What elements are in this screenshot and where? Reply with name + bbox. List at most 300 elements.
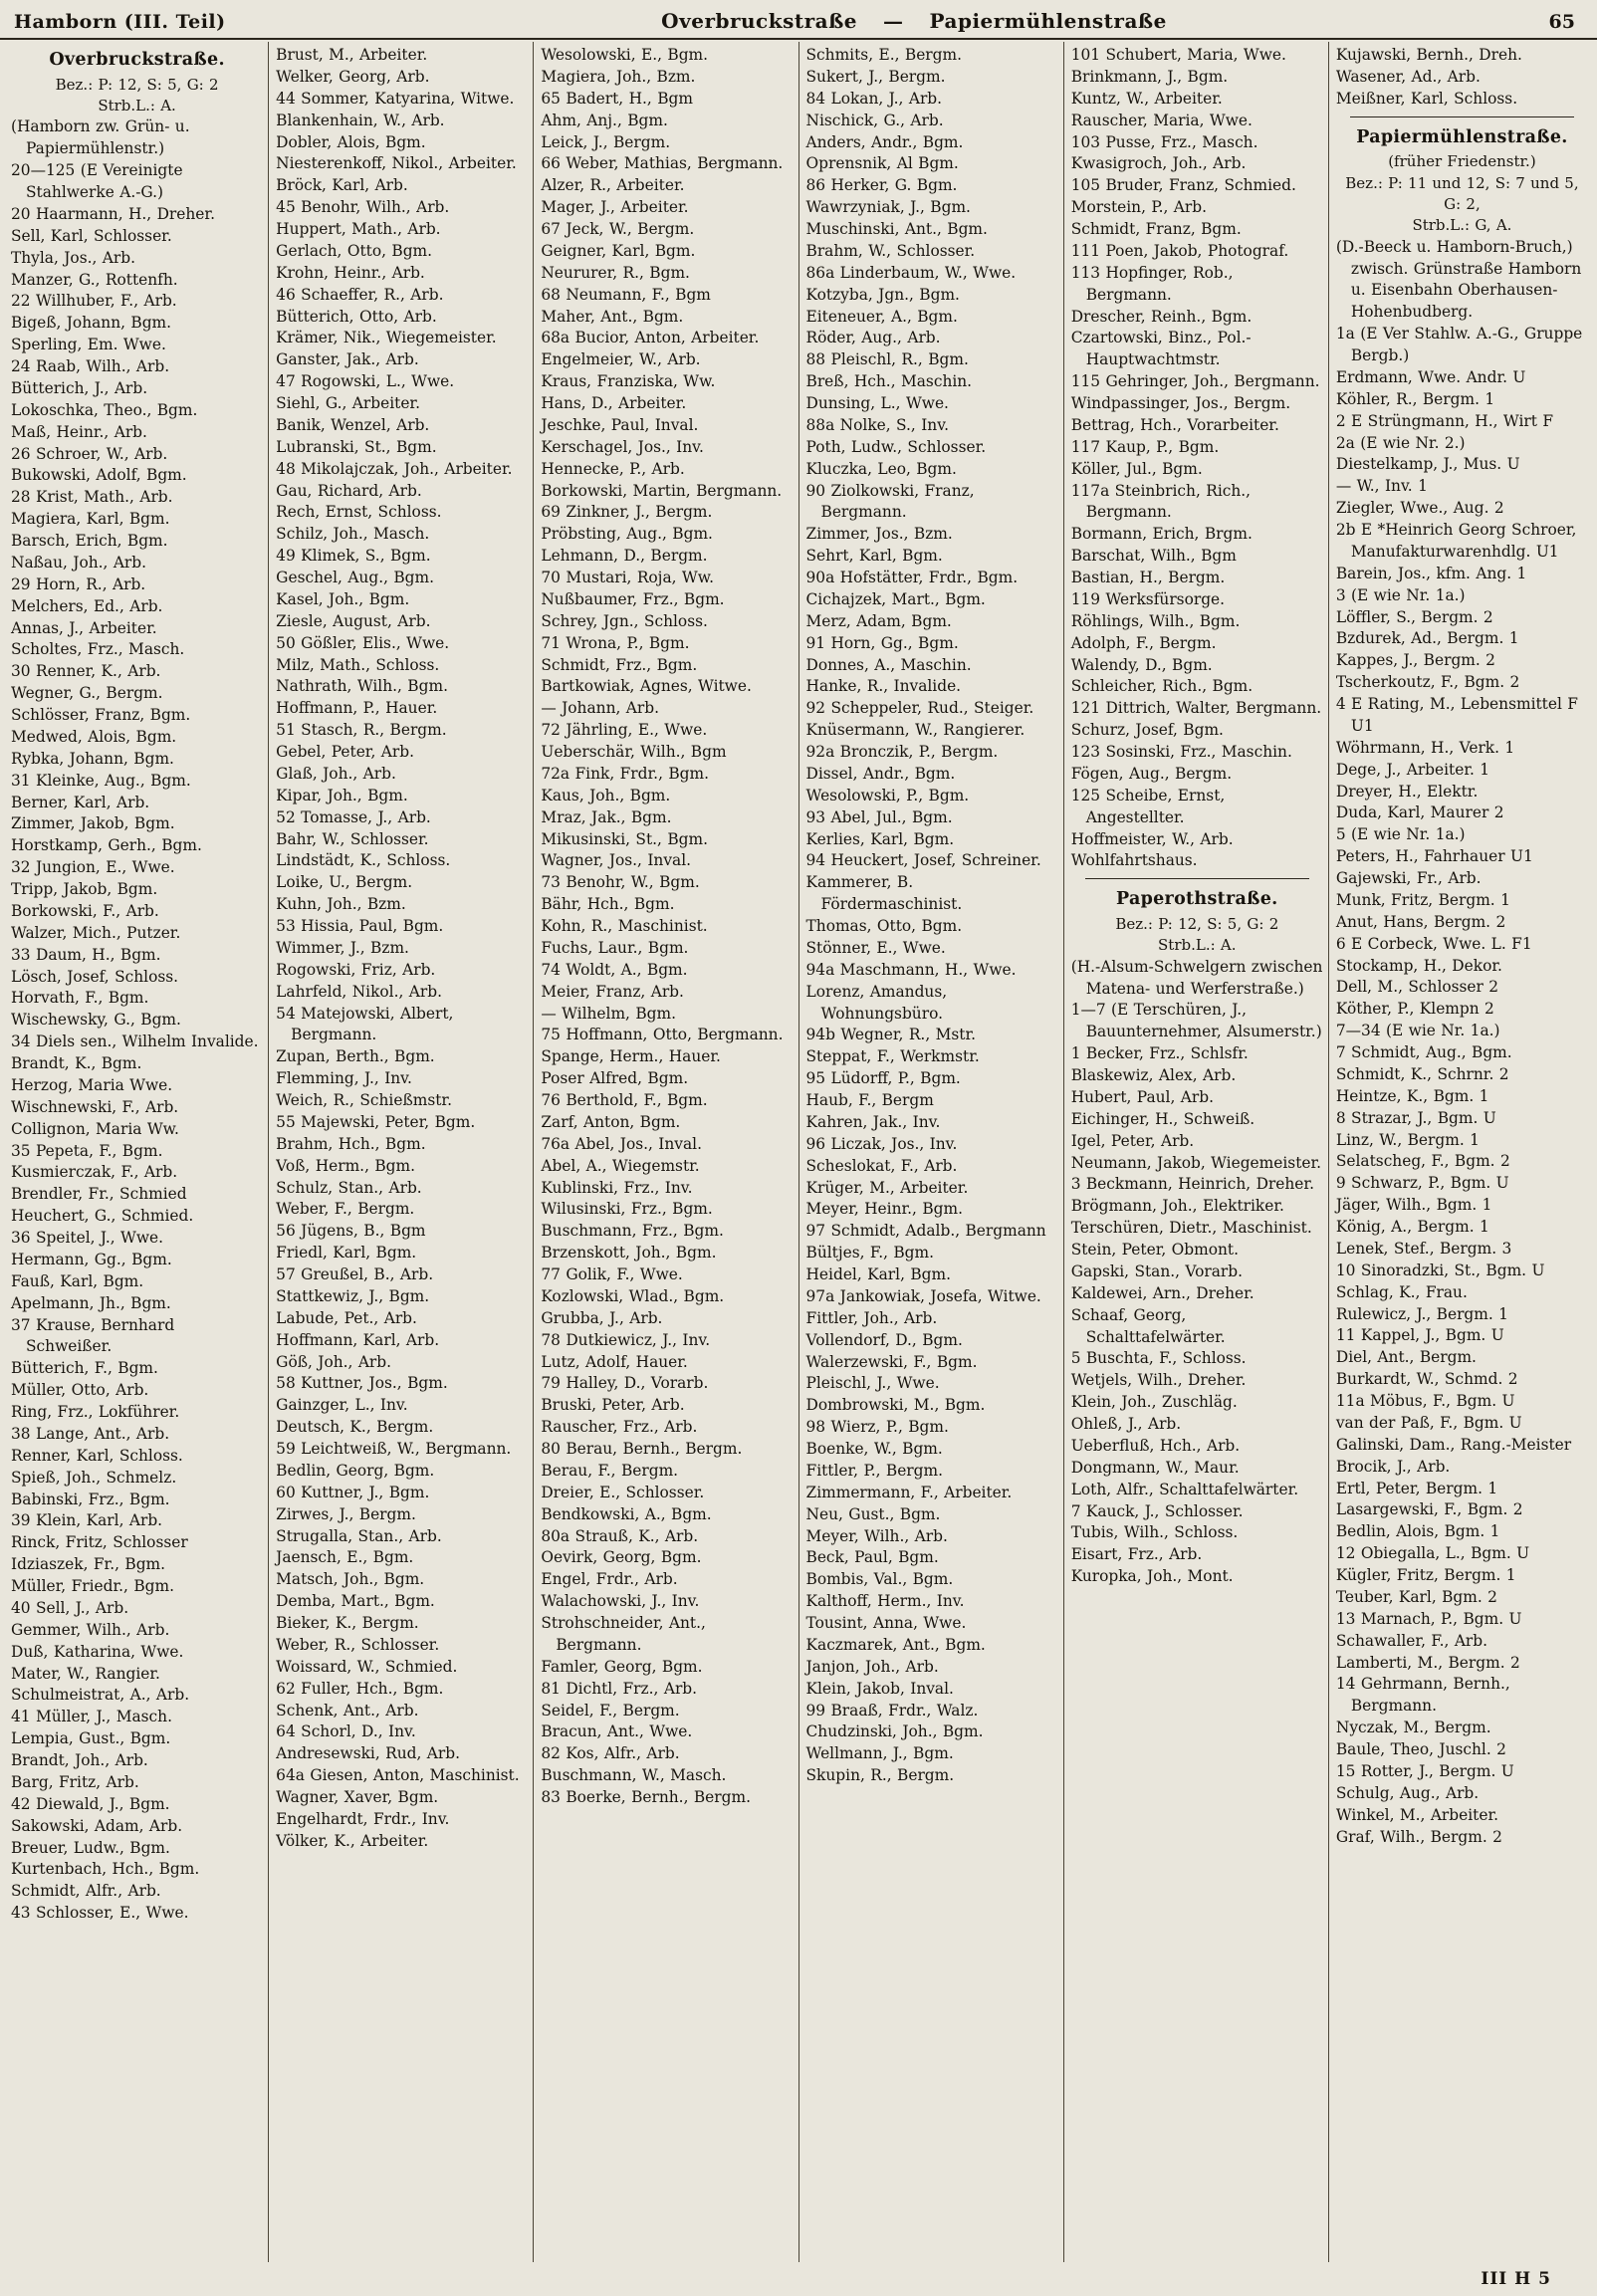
directory-entry: Kammerer, B. Fördermaschinist. (805, 873, 963, 914)
directory-entry: Bendkowski, A., Bgm. (541, 1504, 712, 1523)
directory-entry: (D.-Beeck u. Hamborn-Bruch,) zwisch. Grünstraße Hamborn u. Eisenbahn Oberhausen-Hohenbudberg. (1335, 237, 1582, 322)
directory-entry: Meyer, Heinr., Bgm. (805, 1200, 963, 1219)
directory-entry: Hanke, R., Invalide. (805, 677, 962, 696)
directory-entry: Schlag, K., Frau. (1335, 1282, 1468, 1301)
directory-entry: 11 Kappel, J., Bgm. U (1335, 1326, 1504, 1345)
directory-entry: Horstkamp, Gerh., Bgm. (11, 836, 202, 855)
directory-entry: Heidel, Karl, Bgm. (805, 1265, 952, 1283)
street-meta: Bez.: P: 12, S: 5, G: 2 (1115, 915, 1279, 934)
directory-entry: 31 Kleinke, Aug., Bgm. (11, 771, 191, 790)
directory-entry: Brendler, Fr., Schmied (11, 1185, 187, 1204)
directory-entry: Rogowski, Friz, Arb. (276, 960, 436, 979)
directory-entry: Ganster, Jak., Arb. (276, 350, 419, 369)
directory-entry: Lorenz, Amandus, Wohnungsbüro. (805, 982, 948, 1023)
directory-entry: Sehrt, Karl, Bgm. (805, 547, 943, 566)
directory-entry: 53 Hissia, Paul, Bgm. (276, 917, 444, 935)
directory-entry: 79 Halley, D., Vorarb. (541, 1374, 709, 1393)
directory-entry: Kügler, Fritz, Bergm. 1 (1335, 1566, 1516, 1585)
directory-entry: 64 Schorl, D., Inv. (276, 1722, 416, 1741)
street-heading: Overbruckstraße. (49, 50, 225, 70)
directory-column (534, 42, 798, 2262)
directory-entry: 28 Krist, Math., Arb. (11, 488, 173, 507)
directory-entry: Seidel, F., Bergm. (541, 1701, 680, 1720)
directory-entry: 59 Leichtweiß, W., Bergmann. (276, 1440, 512, 1458)
directory-entry: Janjon, Joh., Arb. (805, 1657, 939, 1676)
directory-entry: Rauscher, Maria, Wwe. (1070, 111, 1253, 129)
directory-entry: 103 Pusse, Frz., Masch. (1070, 132, 1258, 151)
directory-entry: 6 E Corbeck, Wwe. L. F1 (1335, 934, 1532, 953)
directory-entry: Bähr, Hch., Bgm. (541, 895, 675, 914)
directory-entry: Erdmann, Wwe. Andr. U (1335, 367, 1526, 386)
directory-entry: Schmidt, Frz., Bgm. (541, 655, 698, 674)
directory-entry: 94a Maschmann, H., Wwe. (805, 960, 1017, 979)
directory-entry: Haub, F., Bergm (805, 1091, 934, 1109)
directory-entry: Bombis, Val., Bgm. (805, 1570, 954, 1589)
directory-entry: Lokoschka, Theo., Bgm. (11, 400, 198, 419)
directory-column (1064, 42, 1329, 2262)
directory-entry: Schawaller, F., Arb. (1335, 1631, 1488, 1650)
directory-entry: Wöhrmann, H., Verk. 1 (1335, 738, 1515, 757)
directory-entry: 91 Horn, Gg., Bgm. (805, 633, 959, 652)
directory-entry: Glaß, Joh., Arb. (276, 764, 396, 783)
directory-entry: 9 Schwarz, P., Bgm. U (1335, 1174, 1509, 1193)
directory-entry: Barschat, Wilh., Bgm (1070, 547, 1237, 566)
directory-entry: Klein, Joh., Zuschläg. (1070, 1393, 1238, 1412)
directory-entry: Stattkewiz, J., Bgm. (276, 1286, 430, 1305)
directory-entry: 68 Neumann, F., Bgm (541, 285, 711, 304)
directory-entry: Müller, Otto, Arb. (11, 1381, 149, 1400)
directory-entry: Abel, A., Wiegemstr. (541, 1156, 700, 1175)
directory-entry: Löffler, S., Bergm. 2 (1335, 607, 1493, 626)
directory-entry: 58 Kuttner, Jos., Bgm. (276, 1374, 448, 1393)
directory-entry: 37 Krause, Bernhard Schweißer. (11, 1315, 175, 1356)
directory-entry: Mager, J., Arbeiter. (541, 198, 689, 217)
directory-entry: Kraus, Franziska, Ww. (541, 372, 716, 391)
directory-entry: Kerlies, Karl, Bgm. (805, 829, 955, 848)
directory-entry: Barsch, Erich, Bgm. (11, 532, 168, 551)
directory-entry: Milz, Math., Schloss. (276, 655, 440, 674)
directory-entry: Tousint, Anna, Wwe. (805, 1614, 967, 1632)
directory-entry: 115 Gehringer, Joh., Bergmann. (1070, 372, 1320, 391)
directory-entry: Weber, F., Bergm. (276, 1200, 415, 1219)
directory-entry: Teuber, Karl, Bgm. 2 (1335, 1587, 1497, 1606)
directory-entry: Zupan, Berth., Bgm. (276, 1047, 435, 1066)
section-divider (1085, 878, 1309, 879)
directory-entry: 72 Jährling, E., Wwe. (541, 721, 708, 740)
directory-entry: Dunsing, L., Wwe. (805, 394, 949, 412)
directory-entry: Bedlin, Georg, Bgm. (276, 1461, 435, 1480)
directory-entry: Gerlach, Otto, Bgm. (276, 241, 433, 260)
directory-entry: Bröck, Karl, Arb. (276, 176, 408, 195)
directory-entry: 111 Poen, Jakob, Photograf. (1070, 241, 1289, 260)
directory-entry: 88 Pleischl, R., Bgm. (805, 350, 969, 369)
directory-entry: Breuer, Ludw., Bgm. (11, 1838, 170, 1857)
directory-entry: 125 Scheibe, Ernst, Angestellter. (1070, 786, 1226, 826)
directory-entry: Kujawski, Bernh., Dreh. (1335, 46, 1522, 64)
directory-entry: Winkel, M., Arbeiter. (1335, 1805, 1499, 1824)
directory-entry: Schlösser, Franz, Bgm. (11, 706, 191, 725)
directory-entry: Maher, Ant., Bgm. (541, 307, 684, 326)
directory-entry: Kuropka, Joh., Mont. (1070, 1567, 1234, 1586)
directory-entry: Merz, Adam, Bgm. (805, 611, 952, 630)
directory-entry: Igel, Peter, Arb. (1070, 1131, 1195, 1150)
directory-entry: Schurz, Josef, Bgm. (1070, 721, 1224, 740)
directory-entry: 66 Weber, Mathias, Bergmann. (541, 154, 784, 173)
directory-entry: 117 Kaup, P., Bgm. (1070, 437, 1220, 456)
directory-entry: Engelhardt, Frdr., Inv. (276, 1809, 450, 1828)
directory-entry: Berner, Karl, Arb. (11, 793, 150, 811)
directory-entry: Zarf, Anton, Bgm. (541, 1112, 681, 1131)
directory-entry: Dombrowski, M., Bgm. (805, 1396, 986, 1415)
directory-entry: 123 Sosinski, Frz., Maschin. (1070, 743, 1292, 761)
directory-entry: 94b Wegner, R., Mstr. (805, 1026, 977, 1044)
directory-entry: Nathrath, Wilh., Bgm. (276, 677, 448, 696)
directory-entry: Dreyer, H., Elektr. (1335, 782, 1479, 801)
directory-entry: 88a Nolke, S., Inv. (805, 415, 949, 434)
directory-entry: 41 Müller, J., Masch. (11, 1708, 172, 1726)
directory-entry: Bracun, Ant., Wwe. (541, 1722, 693, 1741)
directory-entry: Müller, Friedr., Bgm. (11, 1577, 174, 1596)
directory-entry: 35 Pepeta, F., Bgm. (11, 1141, 163, 1160)
directory-entry: König, A., Bergm. 1 (1335, 1218, 1489, 1237)
directory-entry: 86 Herker, G. Bgm. (805, 176, 958, 195)
directory-entry: Meyer, Wilh., Arb. (805, 1526, 948, 1545)
directory-entry: Kalthoff, Herm., Inv. (805, 1592, 965, 1611)
directory-column (1329, 42, 1593, 2262)
directory-entry: 82 Kos, Alfr., Arb. (541, 1744, 680, 1763)
directory-entry: van der Paß, F., Bgm. U (1335, 1413, 1522, 1432)
directory-entry: Ertl, Peter, Bergm. 1 (1335, 1479, 1498, 1497)
directory-entry: 99 Braaß, Frdr., Walz. (805, 1701, 979, 1720)
directory-entry: Brandt, K., Bgm. (11, 1054, 142, 1073)
directory-entry: Diestelkamp, J., Mus. U (1335, 455, 1520, 474)
directory-entry: Deutsch, K., Bergm. (276, 1418, 434, 1437)
page-footer (0, 2262, 1597, 2296)
directory-entry: Lenek, Stef., Bergm. 3 (1335, 1239, 1512, 1258)
directory-entry: Göß, Joh., Arb. (276, 1352, 392, 1371)
directory-entry: Skupin, R., Bergm. (805, 1766, 955, 1785)
directory-entry: Annas, J., Arbeiter. (11, 618, 157, 637)
directory-entry: Schulmeistrat, A., Arb. (11, 1686, 190, 1705)
directory-entry: 56 Jügens, B., Bgm (276, 1222, 426, 1241)
directory-entry: Lahrfeld, Nikol., Arb. (276, 982, 442, 1001)
directory-entry: Kwasigroch, Joh., Arb. (1070, 154, 1247, 173)
directory-entry: 1a (E Ver Stahlw. A.-G., Gruppe Bergb.) (1335, 325, 1583, 365)
directory-column (269, 42, 534, 2262)
directory-entry: Wasener, Ad., Arb. (1335, 67, 1481, 86)
directory-entry: Krämer, Nik., Wiegemeister. (276, 329, 497, 347)
directory-entry: 52 Tomasse, J., Arb. (276, 807, 431, 826)
directory-entry: Wetjels, Wilh., Dreher. (1070, 1371, 1247, 1390)
directory-entry: Völker, K., Arbeiter. (276, 1831, 429, 1850)
directory-entry: Rech, Ernst, Schloss. (276, 503, 442, 522)
directory-entry: Brust, M., Arbeiter. (276, 46, 428, 64)
directory-entry: 10 Sinoradzki, St., Bgm. U (1335, 1261, 1545, 1279)
directory-entry: Berau, F., Bergm. (541, 1461, 679, 1480)
directory-entry: Morstein, P., Arb. (1070, 198, 1208, 217)
directory-entry: Dreier, E., Schlosser. (541, 1483, 705, 1501)
directory-entry: Fittler, P., Bergm. (805, 1461, 943, 1480)
directory-entry: Hoffmann, Karl, Arb. (276, 1330, 440, 1349)
directory-entry: Stein, Peter, Obmont. (1070, 1241, 1239, 1260)
directory-entry: Gemmer, Wilh., Arb. (11, 1620, 170, 1639)
directory-entry: 22 Willhuber, F., Arb. (11, 292, 177, 311)
directory-entry: 83 Boerke, Bernh., Bergm. (541, 1788, 751, 1806)
header-dash: — (883, 9, 904, 33)
directory-entry: Köhler, R., Bergm. 1 (1335, 389, 1495, 408)
directory-entry: Lasargewski, F., Bgm. 2 (1335, 1500, 1523, 1519)
directory-entry: Kipar, Joh., Bgm. (276, 786, 408, 804)
directory-entry: 44 Sommer, Katyarina, Witwe. (276, 89, 515, 108)
header-street-range (313, 9, 1515, 33)
directory-entry: Steppat, F., Werkmstr. (805, 1047, 980, 1066)
street-meta: Strb.L.: A. (98, 97, 176, 115)
directory-entry: Jeschke, Paul, Inval. (541, 415, 699, 434)
directory-entry: Bormann, Erich, Brgm. (1070, 525, 1253, 544)
street-meta: Bez.: P: 12, S: 5, G: 2 (55, 75, 219, 94)
directory-entry: 1—7 (E Terschüren, J., Bauunternehmer, Alsumerstr.) (1070, 1001, 1322, 1041)
directory-entry: Krüger, M., Arbeiter. (805, 1178, 969, 1197)
directory-entry: Graf, Wilh., Bergm. 2 (1335, 1827, 1502, 1846)
directory-entry: Anders, Andr., Bgm. (805, 132, 964, 151)
directory-entry: 105 Bruder, Franz, Schmied. (1070, 176, 1296, 195)
page-header (0, 0, 1597, 40)
directory-entry: 38 Lange, Ant., Arb. (11, 1424, 170, 1443)
directory-entry: Brahm, Hch., Bgm. (276, 1134, 426, 1153)
directory-entry: Rybka, Johann, Bgm. (11, 749, 174, 768)
directory-entry: Walachowski, J., Inv. (541, 1592, 700, 1611)
directory-entry: 80 Berau, Bernh., Bergm. (541, 1440, 743, 1458)
directory-entry: Linz, W., Bergm. 1 (1335, 1130, 1480, 1149)
directory-entry: 92 Scheppeler, Rud., Steiger. (805, 699, 1034, 718)
directory-entry: Hubert, Paul, Arb. (1070, 1087, 1214, 1106)
directory-entry: 2b E *Heinrich Georg Schroer, Manufakturwarenhdlg. U1 (1335, 521, 1577, 561)
directory-entry: — W., Inv. 1 (1335, 477, 1428, 496)
directory-entry: Mikusinski, St., Bgm. (541, 829, 708, 848)
directory-entry: Thomas, Otto, Bgm. (805, 917, 963, 935)
directory-entry: Wagner, Xaver, Bgm. (276, 1788, 439, 1806)
directory-entry: Melchers, Ed., Arb. (11, 596, 163, 615)
directory-entry: Stönner, E., Wwe. (805, 938, 946, 957)
directory-entry: Gainzger, L., Inv. (276, 1396, 408, 1415)
directory-entry: Röhlings, Wilh., Bgm. (1070, 611, 1241, 630)
directory-entry: Selatscheg, F., Bgm. 2 (1335, 1152, 1510, 1171)
directory-entry: 47 Rogowski, L., Wwe. (276, 372, 455, 391)
directory-entry: Kuntz, W., Arbeiter. (1070, 89, 1223, 108)
directory-entry: 76a Abel, Jos., Inval. (541, 1134, 702, 1153)
directory-entry: Ziesle, August, Arb. (276, 611, 431, 630)
directory-entry: Rulewicz, J., Bergm. 1 (1335, 1304, 1508, 1323)
directory-entry: Wischnewski, F., Arb. (11, 1097, 179, 1116)
directory-entry: Neururer, R., Bgm. (541, 263, 690, 282)
directory-entry: 98 Wierz, P., Bgm. (805, 1418, 949, 1437)
directory-entry: Ueberfluß, Hch., Arb. (1070, 1436, 1241, 1455)
directory-entry: 74 Woldt, A., Bgm. (541, 960, 688, 979)
directory-entry: Thyla, Jos., Arb. (11, 248, 135, 267)
directory-entry: Flemming, J., Inv. (276, 1069, 412, 1088)
directory-entry: Schenk, Ant., Arb. (276, 1701, 419, 1720)
directory-entry: Loth, Alfr., Schalttafelwärter. (1070, 1480, 1299, 1498)
directory-entry: Strohschneider, Ant., Bergmann. (541, 1614, 706, 1654)
directory-entry: Collignon, Maria Ww. (11, 1119, 179, 1138)
directory-entry: Rinck, Fritz, Schlosser (11, 1533, 188, 1552)
directory-entry: 92a Bronczik, P., Bergm. (805, 743, 999, 761)
directory-entry: Nußbaumer, Frz., Bgm. (541, 589, 725, 608)
directory-entry: Nischick, G., Arb. (805, 111, 944, 129)
directory-entry: Geschel, Aug., Bgm. (276, 569, 435, 586)
directory-entry: 7—34 (E wie Nr. 1a.) (1335, 1022, 1500, 1040)
directory-entry: Nyczak, M., Bergm. (1335, 1719, 1491, 1737)
directory-entry: 57 Greußel, B., Arb. (276, 1265, 434, 1283)
directory-entry: Bigeß, Johann, Bgm. (11, 314, 172, 333)
directory-entry: Schmidt, Alfr., Arb. (11, 1882, 161, 1901)
directory-entry: Jaensch, E., Bgm. (276, 1548, 414, 1567)
directory-entry: Windpassinger, Jos., Bergm. (1070, 394, 1291, 412)
directory-entry: Schleicher, Rich., Bgm. (1070, 677, 1254, 696)
page-number: 65 (1548, 11, 1575, 33)
directory-entry: Babinski, Frz., Bgm. (11, 1490, 170, 1508)
directory-entry: 71 Wrona, P., Bgm. (541, 633, 690, 652)
directory-entry: Meißner, Karl, Schloss. (1335, 89, 1518, 108)
directory-entry: Wellmann, J., Bgm. (805, 1744, 954, 1763)
directory-entry: Heintze, K., Bgm. 1 (1335, 1086, 1489, 1105)
directory-entry: 4 E Rating, M., Lebensmittel F U1 (1335, 695, 1578, 735)
directory-entry: Schmits, E., Bergm. (805, 46, 963, 64)
directory-entry: 49 Klimek, S., Bgm. (276, 547, 431, 566)
header-street-to: Papiermühlenstraße (929, 9, 1167, 33)
directory-entry: Wagner, Jos., Inval. (541, 851, 692, 870)
directory-entry: Schilz, Joh., Masch. (276, 525, 430, 544)
directory-entry: 68a Bucior, Anton, Arbeiter. (541, 329, 760, 347)
directory-entry: 77 Golik, F., Wwe. (541, 1265, 683, 1283)
directory-entry: 80a Strauß, K., Arb. (541, 1526, 699, 1545)
directory-entry: Röder, Aug., Arb. (805, 329, 941, 347)
directory-entry: Peters, H., Fahrhauer U1 (1335, 847, 1533, 866)
directory-entry: Ring, Frz., Lokführer. (11, 1403, 180, 1422)
directory-entry: 50 Gößler, Elis., Wwe. (276, 633, 450, 652)
directory-entry: Hermann, Gg., Bgm. (11, 1250, 172, 1268)
directory-entry: 97a Jankowiak, Josefa, Witwe. (805, 1286, 1041, 1305)
directory-entry: Borkowski, Martin, Bergmann. (541, 481, 783, 500)
directory-entry: Renner, Karl, Schloss. (11, 1446, 183, 1465)
directory-entry: Walzer, Mich., Putzer. (11, 923, 181, 942)
directory-entry: Brahm, W., Schlosser. (805, 241, 976, 260)
directory-entry: Lindstädt, K., Schloss. (276, 851, 451, 870)
directory-entry: (H.-Alsum-Schwelgern zwischen Matena- und Werferstraße.) (1070, 957, 1323, 998)
directory-entry: — Wilhelm, Bgm. (541, 1004, 676, 1023)
directory-entry: Maß, Heinr., Arb. (11, 422, 147, 441)
directory-entry: Baule, Theo, Juschl. 2 (1335, 1740, 1506, 1759)
directory-entry: Wimmer, J., Bzm. (276, 938, 409, 957)
directory-entry: Adolph, F., Bergm. (1070, 633, 1217, 652)
street-meta: Strb.L.: A. (1158, 936, 1237, 955)
directory-entry: Walerzewski, F., Bgm. (805, 1352, 978, 1371)
directory-entry: 2a (E wie Nr. 2.) (1335, 433, 1466, 452)
directory-entry: Loike, U., Bergm. (276, 873, 413, 892)
directory-entry: Gajewski, Fr., Arb. (1335, 869, 1482, 888)
directory-entry: Weich, R., Schießmstr. (276, 1091, 452, 1109)
directory-entry: Munk, Fritz, Bergm. 1 (1335, 890, 1510, 909)
directory-entry: Oprensnik, Al Bgm. (805, 154, 959, 173)
directory-entry: Welker, Georg, Arb. (276, 67, 430, 86)
directory-entry: 60 Kuttner, J., Bgm. (276, 1483, 430, 1501)
directory-entry: Donnes, A., Maschin. (805, 655, 972, 674)
directory-entry: 7 Kauck, J., Schlosser. (1070, 1501, 1244, 1520)
directory-entry: Kaldewei, Arn., Dreher. (1070, 1283, 1255, 1302)
directory-entry: Kappes, J., Bergm. 2 (1335, 651, 1495, 670)
directory-entry: Kerschagel, Jos., Inv. (541, 437, 704, 456)
directory-entry: Klein, Jakob, Inval. (805, 1679, 954, 1698)
directory-entry: Idziaszek, Fr., Bgm. (11, 1555, 166, 1574)
directory-entry: Neu, Gust., Bgm. (805, 1504, 941, 1523)
directory-entry: Weber, R., Schlosser. (276, 1635, 440, 1654)
directory-entry: Breß, Hch., Maschin. (805, 372, 973, 391)
directory-entry: Wawrzyniak, J., Bgm. (805, 198, 971, 217)
directory-entry: Woissard, W., Schmied. (276, 1657, 458, 1676)
directory-entry: Terschüren, Dietr., Maschinist. (1070, 1219, 1312, 1238)
directory-entry: Boenke, W., Bgm. (805, 1440, 943, 1458)
directory-entry: Kuhn, Joh., Bzm. (276, 895, 406, 914)
directory-entry: 5 (E wie Nr. 1a.) (1335, 825, 1466, 844)
directory-entry: Czartowski, Binz., Pol.-Hauptwachtmstr. (1070, 329, 1252, 369)
directory-entry: 64a Giesen, Anton, Maschinist. (276, 1766, 520, 1785)
directory-entry: Schrey, Jgn., Schloss. (541, 611, 708, 630)
directory-entry: Horvath, F., Bgm. (11, 989, 149, 1008)
directory-entry: Poser Alfred, Bgm. (541, 1069, 689, 1088)
directory-entry: Andresewski, Rud, Arb. (276, 1744, 460, 1763)
header-street-from: Overbruckstraße (661, 9, 857, 33)
street-heading: Paperothstraße. (1115, 889, 1278, 910)
directory-entry: 15 Rotter, J., Bergm. U (1335, 1761, 1514, 1780)
directory-entry: Wesolowski, E., Bgm. (541, 46, 709, 64)
directory-entry: Kotzyba, Jgn., Bgm. (805, 285, 960, 304)
directory-entry: Lösch, Josef, Schloss. (11, 967, 179, 986)
directory-entry: Lempia, Gust., Bgm. (11, 1729, 171, 1748)
directory-entry: Schulz, Stan., Arb. (276, 1178, 422, 1197)
directory-entry: Galinski, Dam., Rang.-Meister (1335, 1435, 1572, 1454)
directory-entry: Knüsermann, W., Rangierer. (805, 721, 1026, 740)
directory-entry: 75 Hoffmann, Otto, Bergmann. (541, 1026, 784, 1044)
directory-entry: Pröbsting, Aug., Bgm. (541, 525, 713, 544)
directory-entry: Diel, Ant., Bergm. (1335, 1348, 1477, 1367)
directory-entry: Tubis, Wilh., Schloss. (1070, 1523, 1239, 1542)
directory-entry: Eisart, Frz., Arb. (1070, 1545, 1203, 1564)
directory-entry: Brinkmann, J., Bgm. (1070, 67, 1229, 86)
directory-entry: Geigner, Karl, Bgm. (541, 241, 696, 260)
directory-entry: 67 Jeck, W., Bergm. (541, 220, 695, 238)
directory-entry: Tscherkoutz, F., Bgm. 2 (1335, 673, 1520, 692)
directory-entry: 117a Steinbrich, Rich., Bergmann. (1070, 481, 1252, 522)
directory-entry: 32 Jungion, E., Wwe. (11, 858, 175, 877)
directory-entry: Ziegler, Wwe., Aug. 2 (1335, 499, 1504, 518)
directory-entry: Chudzinski, Joh., Bgm. (805, 1722, 984, 1741)
directory-entry: 45 Benohr, Wilh., Arb. (276, 198, 450, 217)
directory-entry: Wilusinski, Frz., Bgm. (541, 1200, 713, 1219)
directory-entry: Bütterich, F., Bgm. (11, 1359, 158, 1378)
directory-entry: Cichajzek, Mart., Bgm. (805, 589, 986, 608)
directory-entry: Spange, Herm., Hauer. (541, 1047, 721, 1066)
directory-entry: Burkardt, W., Schmd. 2 (1335, 1370, 1518, 1389)
directory-entry: Ueberschär, Wilh., Bgm (541, 743, 727, 761)
directory-entry: 101 Schubert, Maria, Wwe. (1070, 46, 1286, 64)
directory-entry: 69 Zinkner, J., Bergm. (541, 503, 713, 522)
directory-entry: Muschinski, Ant., Bgm. (805, 220, 988, 238)
directory-entry: 84 Lokan, J., Arb. (805, 89, 943, 108)
directory-entry: Friedl, Karl, Bgm. (276, 1244, 417, 1263)
directory-entry: Zirwes, J., Bergm. (276, 1504, 416, 1523)
directory-entry: 40 Sell, J., Arb. (11, 1598, 129, 1617)
directory-entry: Pleischl, J., Wwe. (805, 1374, 940, 1393)
